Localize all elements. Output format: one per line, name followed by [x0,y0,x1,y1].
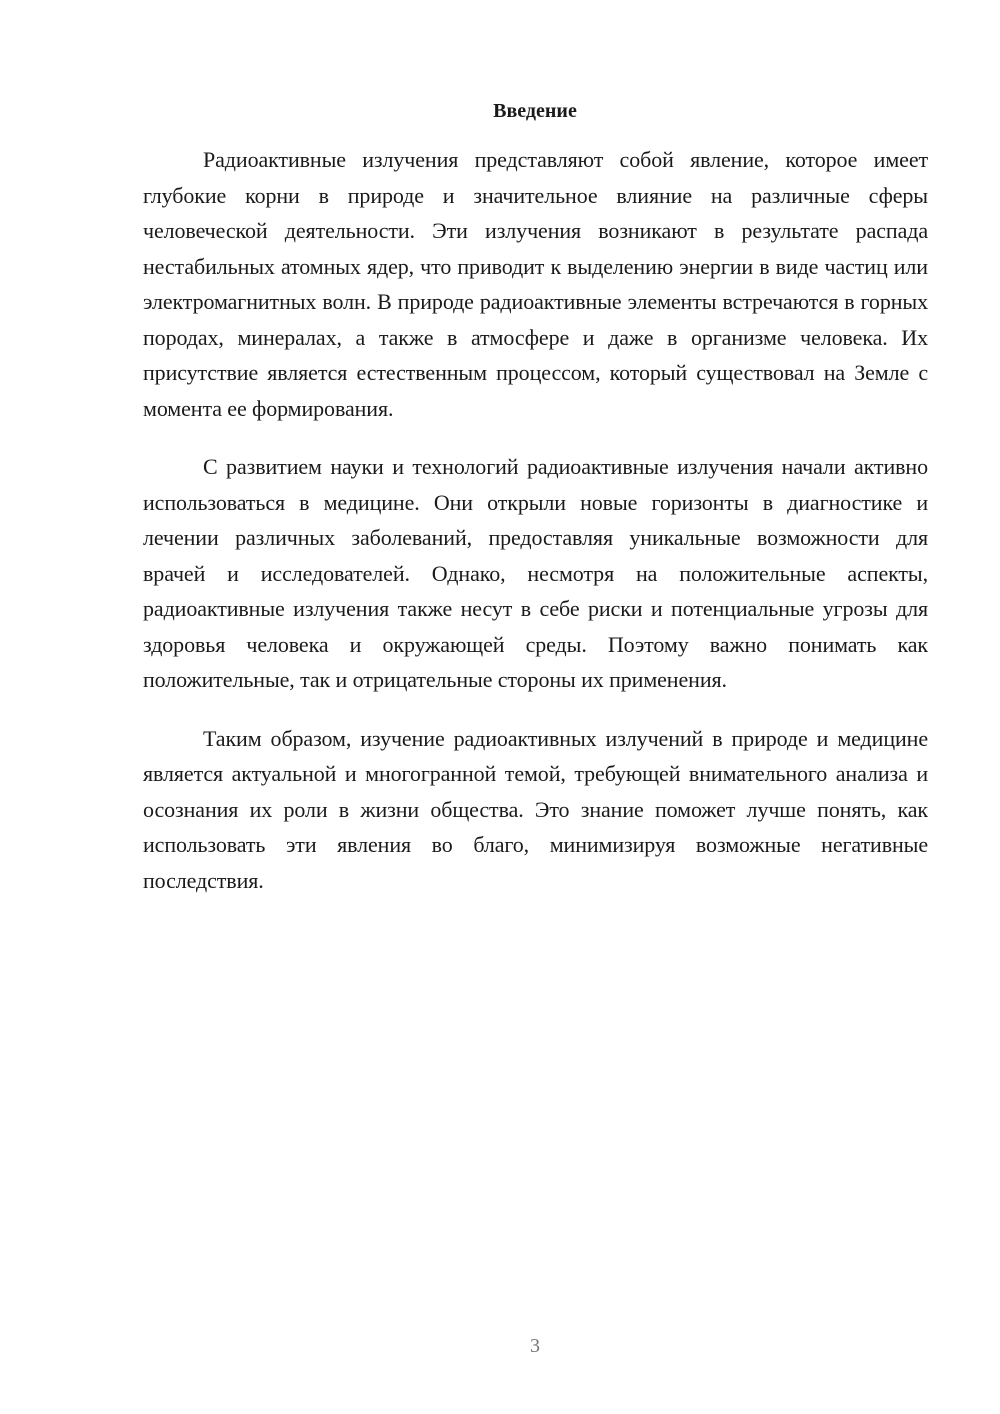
paragraph-1: Радиоактивные излучения представляют собой явление, которое имеет глубокие корни в природе и значительное влияние на различные сферы человеческой деятельности. Эти излучения возникают в результате распада нестабильных атомных ядер, что приводит к выделению энергии в виде частиц или электромагнитных волн. В природе радиоактивные элементы встречаются в горных породах, минералах, а также в атмосфере и даже в организме человека. Их присутствие является естественным процессом, который существовал на Земле с момента ее формирования. [143,147,928,421]
paragraph-3: Таким образом, изучение радиоактивных излучений в природе и медицине является актуальной и многогранной темой, требующей внимательного анализа и осознания их роли в жизни общества. Это знание поможет лучше понять, как использовать эти явления во благо, минимизируя возможные негативные последствия. [143,725,928,893]
paragraph-2: С развитием науки и технологий радиоактивные излучения начали активно использоваться в медицине. Они открыли новые горизонты в диагностике и лечении различных заболеваний, предоставляя уникальные возможности для врачей и исследователей. Однако, несмотря на положительные аспекты, радиоактивные излучения также несут в себе риски и потенциальные угрозы для здоровья человека и окружающей среды. Поэтому важно понимать как положительные, так и отрицательные стороны их применения. [143,454,928,692]
body-text [143,142,928,898]
section-title: Введение [493,100,577,122]
page-number: 3 [530,1335,540,1357]
